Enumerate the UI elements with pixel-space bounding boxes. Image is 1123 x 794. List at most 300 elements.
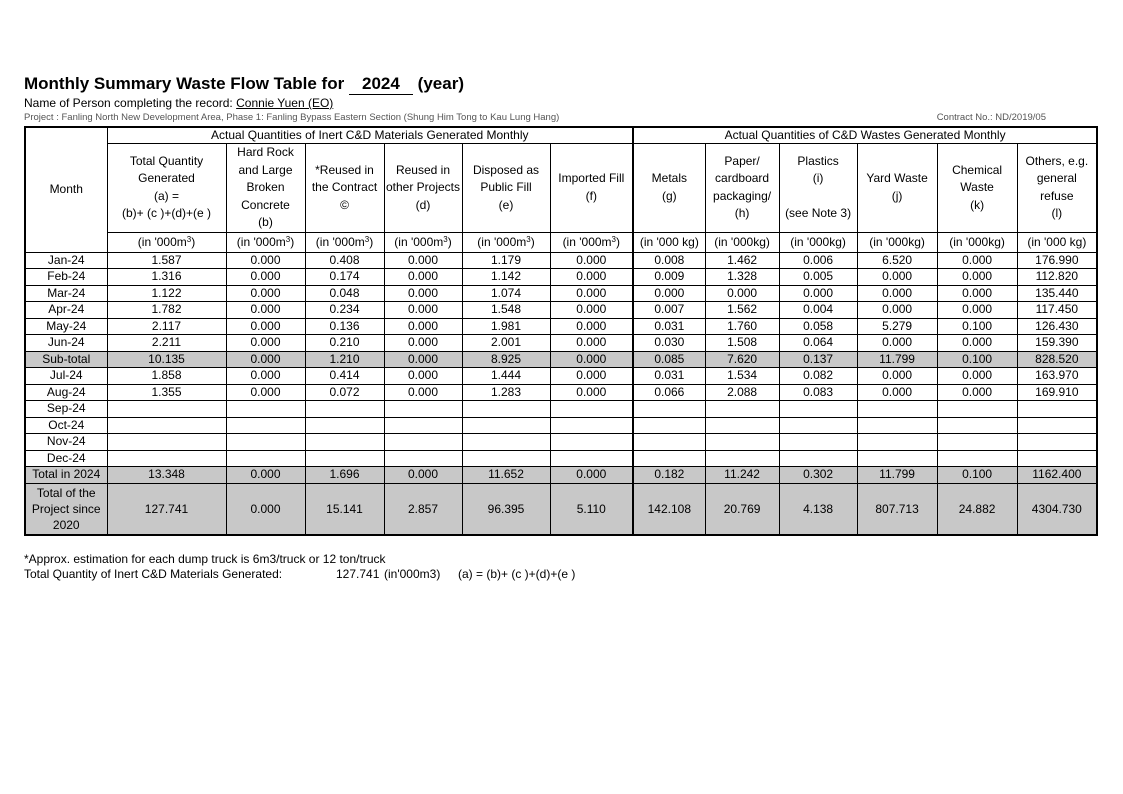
cell-b <box>226 417 305 434</box>
column-header-line: Generated <box>138 171 195 186</box>
cell-f: 0.000 <box>550 252 633 269</box>
row-month: Feb-24 <box>25 269 107 286</box>
cell-a: 1.355 <box>107 384 226 401</box>
cell-d: 0.000 <box>384 269 462 286</box>
cell-g <box>633 450 705 467</box>
cell-b: 0.000 <box>226 285 305 302</box>
cell-l <box>1017 401 1097 418</box>
title-year: 2024 <box>349 74 413 95</box>
project-total-k: 24.882 <box>937 483 1017 535</box>
column-header-j <box>857 144 937 233</box>
cell-d: 0.000 <box>384 384 462 401</box>
document-title <box>24 74 1096 96</box>
cell-e: 1.179 <box>462 252 550 269</box>
month-header: Month <box>25 127 107 252</box>
cell-g: 0.008 <box>633 252 705 269</box>
cell-d: 0.000 <box>384 285 462 302</box>
unit-close: ) <box>616 234 620 249</box>
cell-e: 1.981 <box>462 318 550 335</box>
cell-a <box>107 417 226 434</box>
cell-b: 0.000 <box>226 302 305 319</box>
cell-b <box>226 434 305 451</box>
cell-k <box>937 417 1017 434</box>
unit-k <box>937 232 1017 252</box>
column-header-line <box>781 188 856 206</box>
cell-e: 1.444 <box>462 368 550 385</box>
cell-g: 0.182 <box>633 467 705 484</box>
table-row <box>25 368 1097 385</box>
cell-g: 0.000 <box>633 285 705 302</box>
column-header-line: Concrete <box>241 197 290 212</box>
unit-h <box>705 232 779 252</box>
table-row <box>25 302 1097 319</box>
project-total-i: 4.138 <box>779 483 857 535</box>
cell-l: 112.820 <box>1017 269 1097 286</box>
project-total-l: 4304.730 <box>1017 483 1097 535</box>
cell-k: 0.000 <box>937 384 1017 401</box>
units-row <box>25 232 1097 252</box>
cell-i: 0.082 <box>779 368 857 385</box>
unit-a <box>107 232 226 252</box>
title-suffix: (year) <box>417 74 464 93</box>
cell-h: 0.000 <box>705 285 779 302</box>
cell-a: 10.135 <box>107 351 226 368</box>
column-header-h <box>705 144 779 233</box>
cell-c: 0.136 <box>305 318 384 335</box>
cell-b: 0.000 <box>226 384 305 401</box>
cell-h: 1.760 <box>705 318 779 335</box>
table-row <box>25 401 1097 418</box>
unit-text: (in '000m <box>137 234 187 249</box>
cell-j <box>857 434 937 451</box>
unit-b <box>226 232 305 252</box>
cell-i: 0.004 <box>779 302 857 319</box>
project-total-label-line: Total of the <box>36 485 96 500</box>
cell-k: 0.000 <box>937 252 1017 269</box>
column-header-line: other Projects <box>385 180 461 194</box>
cell-c <box>305 434 384 451</box>
unit-text: (in '000 kg) <box>1027 234 1087 249</box>
table-row <box>25 269 1097 286</box>
cell-j <box>857 417 937 434</box>
cell-l: 135.440 <box>1017 285 1097 302</box>
column-header-line: Paper/ <box>724 153 760 168</box>
project-line <box>24 112 1096 126</box>
total-quantity-formula: (a) = (b)+ (c )+(d)+(e ) <box>458 566 576 581</box>
cell-l <box>1017 417 1097 434</box>
cell-j: 0.000 <box>857 269 937 286</box>
cell-i <box>779 434 857 451</box>
column-header-line: (b) <box>258 215 273 229</box>
cell-h: 1.462 <box>705 252 779 269</box>
table-row <box>25 351 1097 368</box>
cell-g <box>633 401 705 418</box>
row-month: May-24 <box>25 318 107 335</box>
unit-superscript: 3 <box>611 234 616 244</box>
column-header-line: (b)+ (c )+(d)+(e ) <box>121 206 211 221</box>
cell-i: 0.064 <box>779 335 857 352</box>
row-month: Dec-24 <box>25 450 107 467</box>
project-total-row <box>25 483 1097 535</box>
unit-d <box>384 232 462 252</box>
column-header-line: and Large <box>238 162 293 177</box>
cell-c: 0.414 <box>305 368 384 385</box>
cell-d <box>384 450 462 467</box>
table-row <box>25 318 1097 335</box>
cell-h: 1.328 <box>705 269 779 286</box>
cell-e: 2.001 <box>462 335 550 352</box>
cell-g: 0.085 <box>633 351 705 368</box>
table-row <box>25 434 1097 451</box>
waste-flow-table <box>24 126 1098 536</box>
cell-b: 0.000 <box>226 269 305 286</box>
cell-d: 0.000 <box>384 335 462 352</box>
row-month: Aug-24 <box>25 384 107 401</box>
inert-group-header: Actual Quantities of Inert C&D Materials Generated Monthly <box>107 127 633 144</box>
unit-close: ) <box>530 234 535 249</box>
cell-f: 0.000 <box>550 318 633 335</box>
cell-l: 117.450 <box>1017 302 1097 319</box>
cell-l: 126.430 <box>1017 318 1097 335</box>
cell-d: 0.000 <box>384 368 462 385</box>
cell-f: 0.000 <box>550 351 633 368</box>
waste-summary-document <box>24 74 1096 582</box>
cell-l <box>1017 450 1097 467</box>
unit-text: (in '000m <box>562 234 612 249</box>
cell-l: 176.990 <box>1017 252 1097 269</box>
cell-h: 1.562 <box>705 302 779 319</box>
unit-close: ) <box>290 234 295 249</box>
unit-c <box>305 232 384 252</box>
cell-f <box>550 434 633 451</box>
column-header-line: (l) <box>1051 206 1063 221</box>
column-header-line: (h) <box>734 206 750 221</box>
unit-f <box>550 232 633 252</box>
column-header-line: Plastics <box>797 153 839 168</box>
table-row <box>25 335 1097 352</box>
column-header-line: Waste <box>960 180 994 194</box>
cell-e: 11.652 <box>462 467 550 484</box>
column-header-line: Total Quantity <box>129 153 204 168</box>
column-header-line: *Reused in <box>315 162 374 177</box>
unit-text: (in '000kg) <box>869 234 925 249</box>
cell-g: 0.030 <box>633 335 705 352</box>
unit-text: (in '000kg) <box>714 234 770 249</box>
cell-d <box>384 417 462 434</box>
cell-j: 0.000 <box>857 335 937 352</box>
cell-a: 1.316 <box>107 269 226 286</box>
cell-k: 0.000 <box>937 302 1017 319</box>
title-prefix: Monthly Summary Waste Flow Table for <box>24 74 345 93</box>
cell-i <box>779 450 857 467</box>
project-total-g: 142.108 <box>633 483 705 535</box>
cell-i: 0.083 <box>779 384 857 401</box>
project-total-f: 5.110 <box>550 483 633 535</box>
table-row <box>25 252 1097 269</box>
cell-h <box>705 450 779 467</box>
column-header-k <box>937 144 1017 233</box>
cell-a: 1.587 <box>107 252 226 269</box>
cell-k: 0.000 <box>937 335 1017 352</box>
cell-e: 8.925 <box>462 351 550 368</box>
cell-l <box>1017 434 1097 451</box>
cell-i: 0.302 <box>779 467 857 484</box>
cell-e: 1.548 <box>462 302 550 319</box>
cell-f: 0.000 <box>550 335 633 352</box>
cell-l: 163.970 <box>1017 368 1097 385</box>
cell-f: 0.000 <box>550 269 633 286</box>
cell-g: 0.066 <box>633 384 705 401</box>
cell-d <box>384 434 462 451</box>
cell-c <box>305 417 384 434</box>
column-header-row <box>25 144 1097 233</box>
cell-i: 0.058 <box>779 318 857 335</box>
unit-text: (in '000 kg) <box>639 234 699 249</box>
cell-h: 2.088 <box>705 384 779 401</box>
project-total-label <box>25 483 107 535</box>
cell-g <box>633 434 705 451</box>
cell-f <box>550 401 633 418</box>
unit-j <box>857 232 937 252</box>
cell-b: 0.000 <box>226 351 305 368</box>
cell-g <box>633 417 705 434</box>
unit-superscript: 3 <box>285 234 291 244</box>
unit-close: ) <box>191 234 196 249</box>
cell-c: 0.234 <box>305 302 384 319</box>
waste-group-header: Actual Quantities of C&D Wastes Generated Monthly <box>633 127 1097 144</box>
unit-text: (in '000m <box>394 234 444 249</box>
project-total-label-line: 2020 <box>52 517 80 532</box>
cell-i: 0.000 <box>779 285 857 302</box>
table-row <box>25 417 1097 434</box>
unit-superscript: 3 <box>186 234 192 244</box>
cell-c: 1.210 <box>305 351 384 368</box>
cell-k: 0.000 <box>937 285 1017 302</box>
column-header-c <box>305 144 384 233</box>
cell-h: 7.620 <box>705 351 779 368</box>
table-row <box>25 384 1097 401</box>
cell-k <box>937 401 1017 418</box>
row-month: Sub-total <box>25 351 107 368</box>
cell-j: 6.520 <box>857 252 937 269</box>
cell-k: 0.100 <box>937 351 1017 368</box>
cell-e: 1.142 <box>462 269 550 286</box>
column-header-line: Reused in <box>395 162 451 177</box>
column-header-line: Metals <box>651 171 687 186</box>
cell-h: 11.242 <box>705 467 779 484</box>
cell-b: 0.000 <box>226 368 305 385</box>
project-total-d: 2.857 <box>384 483 462 535</box>
column-header-line: (e) <box>498 197 514 212</box>
column-header-line: Imported Fill <box>558 171 625 186</box>
cell-g: 0.031 <box>633 318 705 335</box>
unit-superscript: 3 <box>526 234 531 244</box>
column-header-f <box>550 144 633 233</box>
group-header-row <box>25 127 1097 144</box>
unit-g <box>633 232 705 252</box>
unit-i <box>779 232 857 252</box>
cell-d: 0.000 <box>384 302 462 319</box>
column-header-b <box>226 144 305 233</box>
column-header-g <box>633 144 705 233</box>
cell-j: 0.000 <box>857 384 937 401</box>
cell-a: 2.211 <box>107 335 226 352</box>
cell-l: 169.910 <box>1017 384 1097 401</box>
column-header-line: (a) = <box>153 188 179 203</box>
cell-g: 0.009 <box>633 269 705 286</box>
cell-b: 0.000 <box>226 467 305 484</box>
cell-i <box>779 417 857 434</box>
column-header-line: Chemical <box>952 162 1003 177</box>
column-header-e <box>462 144 550 233</box>
project-total-h: 20.769 <box>705 483 779 535</box>
cell-f <box>550 450 633 467</box>
cell-a <box>107 450 226 467</box>
column-header-line: (see Note 3) <box>785 206 852 221</box>
cell-c: 0.072 <box>305 384 384 401</box>
project-total-a: 127.741 <box>107 483 226 535</box>
cell-e <box>462 450 550 467</box>
unit-close: ) <box>447 234 452 249</box>
cell-d <box>384 401 462 418</box>
cell-l: 828.520 <box>1017 351 1097 368</box>
project-total-label-line: Project since <box>31 501 101 516</box>
unit-text: (in '000kg) <box>790 234 846 249</box>
cell-a: 1.858 <box>107 368 226 385</box>
cell-l: 159.390 <box>1017 335 1097 352</box>
column-header-line: Public Fill <box>480 180 532 194</box>
column-header-l <box>1017 144 1097 233</box>
cell-e: 1.074 <box>462 285 550 302</box>
cell-h <box>705 434 779 451</box>
total-quantity-value: 127.741 <box>336 566 380 581</box>
cell-f: 0.000 <box>550 302 633 319</box>
person-line <box>24 96 1096 112</box>
cell-f: 0.000 <box>550 368 633 385</box>
table-row <box>25 467 1097 484</box>
unit-text: (in '000m <box>315 234 365 249</box>
row-month: Sep-24 <box>25 401 107 418</box>
dump-truck-note: *Approx. estimation for each dump truck is 6m3/truck or 12 ton/truck <box>24 551 386 566</box>
cell-e <box>462 417 550 434</box>
cell-l: 1162.400 <box>1017 467 1097 484</box>
cell-c: 0.210 <box>305 335 384 352</box>
cell-k: 0.100 <box>937 467 1017 484</box>
unit-superscript: 3 <box>364 234 370 244</box>
cell-b: 0.000 <box>226 252 305 269</box>
cell-h <box>705 417 779 434</box>
cell-j: 0.000 <box>857 368 937 385</box>
cell-i: 0.005 <box>779 269 857 286</box>
unit-text: (in '000m <box>477 234 527 249</box>
cell-e <box>462 434 550 451</box>
cell-j: 5.279 <box>857 318 937 335</box>
cell-f <box>550 417 633 434</box>
unit-e <box>462 232 550 252</box>
column-header-line: Others, e.g. <box>1025 153 1089 168</box>
cell-j: 11.799 <box>857 351 937 368</box>
cell-c: 0.408 <box>305 252 384 269</box>
column-header-i <box>779 144 857 233</box>
cell-a: 13.348 <box>107 467 226 484</box>
project-total-e: 96.395 <box>462 483 550 535</box>
cell-h <box>705 401 779 418</box>
table-row <box>25 285 1097 302</box>
project-description: Project : Fanling North New Development Area, Phase 1: Fanling Bypass Eastern Section (Shung Him Tong to Kau Lung Hang) <box>24 112 560 123</box>
cell-a: 1.782 <box>107 302 226 319</box>
row-month: Mar-24 <box>25 285 107 302</box>
row-month: Oct-24 <box>25 417 107 434</box>
cell-j: 11.799 <box>857 467 937 484</box>
cell-b <box>226 450 305 467</box>
cell-g: 0.031 <box>633 368 705 385</box>
column-header-line: Disposed as <box>472 162 540 177</box>
column-header-line: general refuse <box>1036 171 1077 203</box>
column-header-line: (g) <box>661 188 677 203</box>
total-quantity-label: Total Quantity of Inert C&D Materials Generated: <box>24 566 283 581</box>
cell-k: 0.100 <box>937 318 1017 335</box>
cell-b: 0.000 <box>226 335 305 352</box>
cell-e: 1.283 <box>462 384 550 401</box>
column-header-line: (k) <box>970 197 985 212</box>
row-month: Jul-24 <box>25 368 107 385</box>
column-header-line: (i) <box>812 171 824 186</box>
column-header-line: cardboard <box>715 171 770 186</box>
row-month: Apr-24 <box>25 302 107 319</box>
cell-c <box>305 450 384 467</box>
total-quantity-line <box>24 567 1096 582</box>
cell-d: 0.000 <box>384 351 462 368</box>
table-row <box>25 450 1097 467</box>
cell-g: 0.007 <box>633 302 705 319</box>
cell-h: 1.508 <box>705 335 779 352</box>
cell-c: 0.174 <box>305 269 384 286</box>
project-total-b: 0.000 <box>226 483 305 535</box>
column-header-line: (j) <box>891 188 903 203</box>
cell-k <box>937 450 1017 467</box>
cell-c <box>305 401 384 418</box>
cell-a <box>107 434 226 451</box>
row-month: Nov-24 <box>25 434 107 451</box>
project-total-c: 15.141 <box>305 483 384 535</box>
cell-k <box>937 434 1017 451</box>
unit-l <box>1017 232 1097 252</box>
cell-a: 1.122 <box>107 285 226 302</box>
column-header-line: the Contract <box>311 180 378 194</box>
column-header-line: packaging/ <box>713 188 772 203</box>
cell-f: 0.000 <box>550 384 633 401</box>
footnotes <box>24 552 1096 582</box>
column-header-line: Hard Rock <box>237 145 294 159</box>
cell-c: 0.048 <box>305 285 384 302</box>
cell-f: 0.000 <box>550 285 633 302</box>
cell-h: 1.534 <box>705 368 779 385</box>
column-header-d <box>384 144 462 233</box>
table-body <box>25 127 1097 535</box>
cell-j: 0.000 <box>857 302 937 319</box>
cell-b <box>226 401 305 418</box>
cell-j <box>857 401 937 418</box>
unit-superscript: 3 <box>443 234 448 244</box>
cell-b: 0.000 <box>226 318 305 335</box>
column-header-line: Yard Waste <box>866 171 928 186</box>
cell-i: 0.006 <box>779 252 857 269</box>
row-month: Jun-24 <box>25 335 107 352</box>
total-quantity-unit: (in'000m3) <box>384 566 441 581</box>
row-month: Total in 2024 <box>25 467 107 484</box>
cell-e <box>462 401 550 418</box>
cell-a: 2.117 <box>107 318 226 335</box>
